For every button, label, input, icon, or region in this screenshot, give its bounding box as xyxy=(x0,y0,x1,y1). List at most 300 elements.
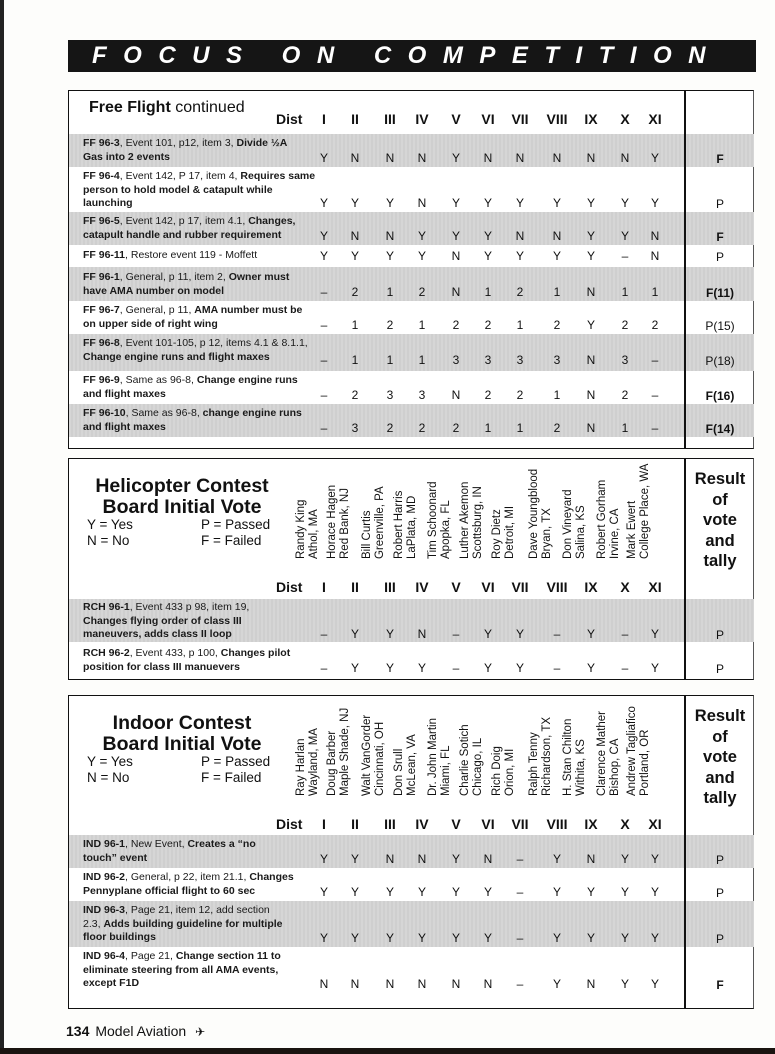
vote-viii: Y xyxy=(552,196,561,210)
vote-viii: N xyxy=(552,151,562,165)
vote-i: N xyxy=(319,977,329,991)
vote-i: Y xyxy=(319,931,328,945)
board-member xyxy=(326,485,351,559)
result-value: P xyxy=(715,932,724,946)
item-reference: , Event 101-105, p 12, items 4.1 & 8.1.1, xyxy=(119,337,308,349)
item-reference: , Event 142, p 17, item 4.1, xyxy=(119,215,249,227)
vote-vi: N xyxy=(483,977,493,991)
district-header-i: I xyxy=(322,816,326,832)
vote-vii: N xyxy=(515,151,525,165)
vote-x: – xyxy=(621,627,629,641)
vote-iii: Y xyxy=(385,931,394,945)
member-name: Ralph Tenny xyxy=(528,732,540,796)
helicopter-panel xyxy=(68,458,754,680)
result-divider xyxy=(684,459,686,679)
item-summary: AMA number must be on upper side of right wing xyxy=(83,304,303,330)
vote-viii: 2 xyxy=(553,421,561,435)
vote-ix: Y xyxy=(586,249,595,263)
member-location: Maple Shade, NJ xyxy=(338,707,351,796)
item-id: FF 96-4 xyxy=(83,170,120,182)
item-description xyxy=(83,374,313,401)
member-location: Red Bank, NJ xyxy=(338,488,351,559)
district-header-iv: IV xyxy=(415,111,429,127)
vote-vii: – xyxy=(516,852,524,866)
section-banner: FOCUS ON COMPETITION xyxy=(68,40,756,72)
vote-i: Y xyxy=(319,196,328,210)
vote-v: Y xyxy=(451,196,460,210)
result-value: F(16) xyxy=(705,389,735,403)
item-summary: Requires same person to hold model & catapult while launching xyxy=(83,170,316,210)
item-id: IND 96-3 xyxy=(83,904,126,916)
member-name: Andrew Tagliafico xyxy=(626,706,638,796)
board-member xyxy=(393,734,418,796)
district-header-v: V xyxy=(451,579,461,595)
publication-name: Model Aviation xyxy=(95,1023,187,1039)
vote-x: N xyxy=(620,151,630,165)
vote-v: N xyxy=(451,977,461,991)
member-name: Don Srull xyxy=(393,748,405,796)
member-location: Greenville, PA xyxy=(373,486,386,559)
vote-xi: – xyxy=(651,388,659,402)
vote-iii: N xyxy=(385,852,395,866)
result-header xyxy=(685,706,755,809)
item-summary: Change engine runs and flight maxes xyxy=(83,350,270,363)
page-number: 134 xyxy=(66,1023,90,1039)
item-reference: , Restore event 119 - Moffett xyxy=(125,249,258,261)
result-header-word: and xyxy=(705,768,735,787)
member-name: Ray Harlan xyxy=(295,738,307,796)
item-summary: Changes, catapult handle and rubber requirement xyxy=(83,215,296,241)
table-row xyxy=(69,835,754,868)
member-name: Robert Harris xyxy=(393,490,405,559)
vote-vii: 1 xyxy=(516,318,524,332)
result-header-word: of xyxy=(712,727,728,746)
vote-iv: 2 xyxy=(418,421,426,435)
district-header-vii: VII xyxy=(511,816,529,832)
result-divider xyxy=(684,91,686,448)
item-summary: Divide ½A Gas into 2 events xyxy=(83,137,287,163)
member-location: Salina, KS xyxy=(574,505,587,559)
vote-vi: Y xyxy=(483,661,492,675)
member-location: Bishop, CA xyxy=(608,738,621,796)
vote-iv: N xyxy=(417,852,427,866)
vote-ii: 2 xyxy=(351,388,359,402)
vote-ix: N xyxy=(586,353,596,367)
vote-ix: N xyxy=(586,388,596,402)
item-description xyxy=(83,407,303,434)
item-description xyxy=(83,137,303,164)
vote-vii: Y xyxy=(515,196,524,210)
vote-ii: Y xyxy=(350,852,359,866)
vote-iii: 2 xyxy=(386,421,394,435)
member-name: Dr. John Martin xyxy=(427,718,439,796)
result-header-word: Result xyxy=(694,707,746,725)
member-name: Robert Gorham xyxy=(596,479,608,559)
vote-xi: Y xyxy=(650,627,659,641)
result-value: P xyxy=(715,853,724,867)
vote-ii: N xyxy=(350,977,360,991)
item-reference: , General, p 22, item 21.1, xyxy=(125,871,250,883)
vote-v: Y xyxy=(451,151,460,165)
result-value: P xyxy=(715,628,724,642)
vote-x: Y xyxy=(620,931,629,945)
item-reference: , Page 21, xyxy=(125,950,176,962)
vote-i: – xyxy=(320,627,328,641)
vote-ix: Y xyxy=(586,196,595,210)
vote-viii: N xyxy=(552,229,562,243)
scan-edge-bottom xyxy=(0,1048,775,1054)
result-header-word: tally xyxy=(703,552,737,570)
dist-header: Dist xyxy=(276,816,303,832)
member-name: Rich Doig xyxy=(491,746,503,796)
board-member xyxy=(459,482,484,559)
district-header-x: X xyxy=(620,579,630,595)
vote-iv: Y xyxy=(417,229,426,243)
vote-viii: – xyxy=(553,661,561,675)
board-member xyxy=(596,480,621,559)
member-name: Don Vineyard xyxy=(562,489,574,559)
vote-vii: N xyxy=(515,229,525,243)
district-header-iii: III xyxy=(384,816,396,832)
board-member xyxy=(295,728,320,796)
board-member xyxy=(361,715,386,796)
result-header-word: vote xyxy=(703,511,737,529)
vote-xi: – xyxy=(651,353,659,367)
district-header-iii: III xyxy=(384,579,396,595)
item-reference: , Event 142, P 17, item 4, xyxy=(119,170,241,182)
item-id: FF 96-3 xyxy=(83,137,120,149)
result-value: F(11) xyxy=(705,286,734,300)
vote-xi: – xyxy=(651,421,659,435)
vote-ii: 1 xyxy=(351,353,359,367)
vote-v: Y xyxy=(451,852,460,866)
vote-x: 2 xyxy=(621,318,629,332)
item-description xyxy=(83,904,283,945)
item-reference: , Page 21, item 12, add section 2.3, xyxy=(83,904,270,930)
vote-viii: 1 xyxy=(553,388,561,402)
vote-ix: Y xyxy=(586,931,595,945)
vote-vi: Y xyxy=(483,627,492,641)
board-member xyxy=(626,464,651,559)
vote-iv: Y xyxy=(417,885,426,899)
vote-iv: N xyxy=(417,151,427,165)
vote-x: 1 xyxy=(621,421,629,435)
member-name: Roy Dietz xyxy=(491,509,503,559)
vote-i: Y xyxy=(319,852,328,866)
vote-xi: N xyxy=(650,249,660,263)
vote-vi: 2 xyxy=(484,318,492,332)
vote-vii: Y xyxy=(515,249,524,263)
vote-vi: Y xyxy=(483,196,492,210)
vote-i: – xyxy=(320,318,328,332)
member-location: Chicago, IL xyxy=(471,737,484,796)
result-value: F(14) xyxy=(705,422,735,436)
vote-x: Y xyxy=(620,196,629,210)
result-value: P(18) xyxy=(705,354,735,368)
page-footer xyxy=(66,1023,205,1039)
item-reference: , Event 433 p 98, item 19, xyxy=(129,601,250,613)
item-id: FF 96-10 xyxy=(83,407,126,419)
vote-vi: Y xyxy=(483,885,492,899)
vote-x: Y xyxy=(620,852,629,866)
district-header-vi: VI xyxy=(481,816,495,832)
vote-xi: 1 xyxy=(651,285,659,299)
item-reference: , Same as 96-8, xyxy=(119,374,197,386)
district-header-ix: IX xyxy=(584,111,598,127)
vote-vii: Y xyxy=(515,627,524,641)
item-id: RCH 96-2 xyxy=(83,647,130,659)
item-summary: Adds building guideline for multiple floor buildings xyxy=(83,917,283,944)
board-member xyxy=(528,469,553,559)
vote-xi: Y xyxy=(650,151,659,165)
member-location: Apopka, FL xyxy=(439,500,452,559)
table-row xyxy=(69,267,754,301)
vote-xi: Y xyxy=(650,977,659,991)
vote-iv: 1 xyxy=(418,318,426,332)
item-description xyxy=(83,170,323,211)
vote-v: Y xyxy=(451,229,460,243)
vote-v: 2 xyxy=(452,421,460,435)
vote-vi: Y xyxy=(483,229,492,243)
item-description xyxy=(83,215,313,242)
board-member xyxy=(427,481,452,559)
member-name: Randy King xyxy=(295,499,307,559)
vote-ii: 3 xyxy=(351,421,359,435)
vote-ii: Y xyxy=(350,931,359,945)
board-member xyxy=(491,506,516,559)
legend-yes-no: Y = Yes N = No xyxy=(87,517,133,548)
board-member xyxy=(295,500,320,559)
vote-iv: N xyxy=(417,977,427,991)
legend-pass-fail: P = Passed F = Failed xyxy=(201,754,271,785)
vote-vi: N xyxy=(483,151,493,165)
table-row xyxy=(69,167,754,212)
item-summary: Creates a “no touch” event xyxy=(83,838,256,864)
vote-ix: Y xyxy=(586,661,595,675)
result-value: P xyxy=(715,250,724,264)
district-header-i: I xyxy=(322,579,326,595)
vote-iii: 1 xyxy=(386,285,394,299)
table-row xyxy=(69,642,754,678)
vote-ii: Y xyxy=(350,661,359,675)
member-name: Walt VanGorder xyxy=(361,714,373,796)
item-summary: Changes pilot position for class III manuevers xyxy=(83,647,291,673)
result-header-word: Result xyxy=(694,470,746,488)
vote-vi: 2 xyxy=(484,388,492,402)
dist-header: Dist xyxy=(276,111,303,127)
district-header-vii: VII xyxy=(511,111,529,127)
vote-v: Y xyxy=(451,931,460,945)
vote-vi: 1 xyxy=(484,285,492,299)
vote-vii: – xyxy=(516,977,524,991)
item-id: FF 96-7 xyxy=(83,304,120,316)
vote-vii: 3 xyxy=(516,353,524,367)
vote-i: Y xyxy=(319,229,328,243)
item-id: FF 96-8 xyxy=(83,337,120,349)
vote-ix: N xyxy=(586,977,596,991)
vote-iii: N xyxy=(385,229,395,243)
table-row xyxy=(69,245,754,267)
vote-iii: 2 xyxy=(386,318,394,332)
vote-viii: Y xyxy=(552,249,561,263)
result-value: F xyxy=(716,230,724,244)
item-description xyxy=(83,271,303,298)
vote-ix: N xyxy=(586,151,596,165)
vote-x: 1 xyxy=(621,285,629,299)
item-summary: Change section 11 to eliminate steering from all AMA events, except F1D xyxy=(83,950,281,990)
vote-iv: 3 xyxy=(418,388,426,402)
district-header-ix: IX xyxy=(584,579,598,595)
member-location: Scottsburg, IN xyxy=(471,486,484,559)
board-member xyxy=(459,724,484,796)
indoor-panel xyxy=(68,695,754,1009)
item-id: RCH 96-1 xyxy=(83,601,130,613)
result-value: P xyxy=(715,197,724,211)
table-row xyxy=(69,947,754,1007)
item-summary: Change engine runs and flight maxes xyxy=(83,374,298,400)
item-id: FF 96-11 xyxy=(83,249,126,261)
vote-vi: 3 xyxy=(484,353,492,367)
district-header-xi: XI xyxy=(648,816,662,832)
vote-iv: N xyxy=(417,627,427,641)
member-name: Horace Hagen xyxy=(326,484,338,559)
vote-x: Y xyxy=(620,977,629,991)
vote-iii: Y xyxy=(385,885,394,899)
vote-vi: Y xyxy=(483,931,492,945)
item-description xyxy=(83,249,323,263)
vote-ii: N xyxy=(350,229,360,243)
indoor-title: Indoor Contest Board Initial Vote xyxy=(102,712,262,755)
vote-xi: N xyxy=(650,229,660,243)
vote-ix: Y xyxy=(586,885,595,899)
district-header-x: X xyxy=(620,816,630,832)
vote-iv: N xyxy=(417,196,427,210)
board-member xyxy=(596,711,621,796)
table-row xyxy=(69,334,754,371)
result-header-word: of xyxy=(712,490,728,509)
result-header-word: vote xyxy=(703,748,737,766)
table-row xyxy=(69,404,754,437)
board-member xyxy=(562,719,587,796)
vote-viii: Y xyxy=(552,931,561,945)
vote-ix: N xyxy=(586,285,596,299)
vote-vi: Y xyxy=(483,249,492,263)
vote-v: 3 xyxy=(452,353,460,367)
scan-edge xyxy=(0,0,4,1054)
vote-v: N xyxy=(451,249,461,263)
district-header-xi: XI xyxy=(648,111,662,127)
board-member xyxy=(626,706,651,796)
vote-i: – xyxy=(320,388,328,402)
member-location: Athol, MA xyxy=(307,509,320,559)
vote-viii: 1 xyxy=(553,285,561,299)
item-summary: Owner must have AMA number on model xyxy=(83,271,290,297)
table-row xyxy=(69,371,754,404)
vote-iv: Y xyxy=(417,661,426,675)
legend-pass-fail: P = Passed F = Failed xyxy=(201,517,271,548)
result-value: F xyxy=(716,978,724,992)
member-name: Luther Akemon xyxy=(459,481,471,559)
vote-iii: Y xyxy=(385,661,394,675)
vote-vi: N xyxy=(483,852,493,866)
vote-viii: – xyxy=(553,627,561,641)
table-row xyxy=(69,901,754,947)
vote-iii: N xyxy=(385,977,395,991)
member-name: Clarence Mather xyxy=(596,710,608,796)
vote-ix: Y xyxy=(586,627,595,641)
vote-x: 2 xyxy=(621,388,629,402)
dist-header: Dist xyxy=(276,579,303,595)
vote-ii: N xyxy=(350,151,360,165)
vote-vii: – xyxy=(516,931,524,945)
item-id: IND 96-4 xyxy=(83,950,126,962)
vote-viii: Y xyxy=(552,885,561,899)
result-header xyxy=(685,469,755,572)
vote-ix: Y xyxy=(586,318,595,332)
member-location: Richardson, TX xyxy=(540,716,553,796)
result-value: P xyxy=(715,662,724,676)
vote-iii: Y xyxy=(385,249,394,263)
member-name: Bill Curtis xyxy=(361,510,373,559)
member-name: H. Stan Chilton xyxy=(562,718,574,796)
member-location: Miami, FL xyxy=(439,745,452,796)
vote-i: – xyxy=(320,661,328,675)
vote-v: – xyxy=(452,627,460,641)
member-location: LaPlata, MD xyxy=(405,495,418,559)
item-id: IND 96-2 xyxy=(83,871,126,883)
result-divider xyxy=(684,696,686,1008)
item-id: FF 96-1 xyxy=(83,271,120,283)
member-name: Doug Barber xyxy=(326,730,338,796)
item-reference: , Same as 96-8, xyxy=(125,407,203,419)
airplane-icon: ✈ xyxy=(195,1025,206,1039)
member-name: Dave Youngblood xyxy=(528,468,540,559)
board-member xyxy=(528,717,553,796)
item-description xyxy=(83,601,283,642)
member-location: Withita, KS xyxy=(574,739,587,796)
member-name: Mark Ewert xyxy=(626,500,638,559)
result-header-word: and xyxy=(705,531,735,550)
vote-xi: 2 xyxy=(651,318,659,332)
vote-ii: 1 xyxy=(351,318,359,332)
member-name: Tim Schoonard xyxy=(427,481,439,559)
item-reference: , New Event, xyxy=(125,838,188,850)
item-description xyxy=(83,304,303,331)
member-location: Irvine, CA xyxy=(608,508,621,559)
member-location: College Place, WA xyxy=(638,463,651,559)
vote-v: N xyxy=(451,285,461,299)
vote-xi: Y xyxy=(650,196,659,210)
district-header-xi: XI xyxy=(648,579,662,595)
vote-ii: Y xyxy=(350,196,359,210)
district-header-v: V xyxy=(451,111,461,127)
vote-viii: Y xyxy=(552,977,561,991)
vote-xi: Y xyxy=(650,852,659,866)
vote-i: – xyxy=(320,421,328,435)
vote-ii: Y xyxy=(350,627,359,641)
item-description xyxy=(83,337,313,364)
district-header-viii: VIII xyxy=(546,111,568,127)
item-reference: , Event 433, p 100, xyxy=(129,647,221,659)
item-id: FF 96-5 xyxy=(83,215,120,227)
district-header-vi: VI xyxy=(481,579,495,595)
board-member xyxy=(393,491,418,559)
district-header-ii: II xyxy=(351,111,359,127)
vote-viii: 3 xyxy=(553,353,561,367)
member-location: Cincinnati, OH xyxy=(373,721,386,796)
table-row xyxy=(69,868,754,901)
vote-ix: Y xyxy=(586,229,595,243)
